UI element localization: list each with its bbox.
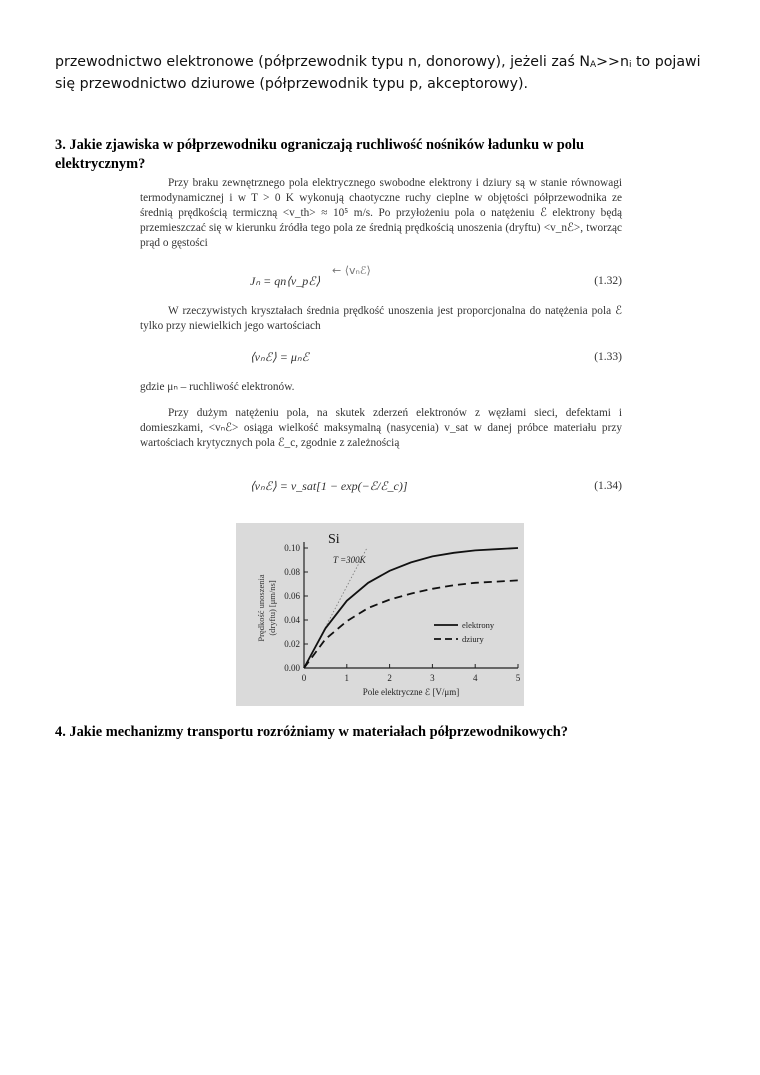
intro-text-a: przewodnictwo elektronowe (półprzewodnik typu n, donorowy), jeżeli zaś N: [55, 54, 590, 70]
x-tick-label: 0: [301, 673, 307, 683]
chart-title: Si: [328, 532, 340, 547]
intro-paragraph: [55, 53, 715, 94]
legend-label-dziury: dziury: [462, 634, 484, 644]
question-3-heading: 3. Jakie zjawiska w półprzewodniku ograniczają ruchliwość nośników ładunku w polu elektrycznym?: [55, 137, 584, 172]
x-tick-label: 2: [387, 673, 392, 683]
x-axis-label: Pole elektryczne ℰ [V/μm]: [362, 687, 460, 697]
y-tick-label: 0.04: [284, 615, 300, 625]
scan-paragraph-2: W rzeczywistych kryształach średnia prędkość unoszenia jest proporcjonalna do natężenia pola ℰ tylko przy niewielkich jego wartościach: [140, 305, 622, 332]
drift-velocity-chart: [236, 523, 524, 706]
equation-formula: Jₙ = qn⟨v_pℰ⟩: [250, 274, 321, 288]
x-tick-label: 3: [430, 673, 435, 683]
intro-text-c: to pojawi: [631, 54, 701, 70]
y-tick-label: 0.10: [284, 543, 300, 553]
scanned-textbook-excerpt: [140, 176, 640, 506]
subscript-a: A: [590, 60, 597, 70]
intro-line-2: się przewodnictwo dziurowe (półprzewodnik typu p, akceptorowy).: [55, 76, 529, 92]
equation-1-34: [140, 471, 622, 493]
equation-number: (1.34): [594, 480, 622, 492]
y-tick-label: 0.08: [284, 567, 300, 577]
equation-number: (1.32): [594, 275, 622, 287]
equation-number: (1.33): [594, 351, 622, 363]
equation-formula: ⟨vₙℰ⟩ = μₙℰ: [250, 350, 309, 364]
question-4-heading: 4. Jakie mechanizmy transportu rozróżniamy w materiałach półprzewodnikowych?: [55, 724, 568, 740]
y-tick-label: 0.06: [284, 591, 300, 601]
equation-1-32: [140, 264, 622, 294]
drift-velocity-figure: [236, 523, 524, 706]
handwritten-note: ← ⟨vₙℰ⟩: [332, 264, 371, 277]
intro-line-1: [55, 53, 715, 75]
subscript-i: i: [628, 60, 632, 70]
scan-paragraph-3: gdzie μₙ – ruchliwość elektronów.: [140, 381, 295, 393]
y-tick-label: 0.02: [284, 639, 300, 649]
equation-formula: ⟨vₙℰ⟩ = v_sat[1 − exp(−ℰ/ℰ_c)]: [250, 479, 408, 493]
scan-paragraph-4: Przy dużym natężeniu pola, na skutek zderzeń elektronów z węzłami sieci, defektami i domieszkami, <vₙℰ> osiąga wielkość maksymalną (nasycenia) v_sat w danej próbce materiału przy wartościach krytycznych pola ℰ_c, zgodnie z zależnością: [140, 407, 622, 449]
series-line-elektrony: [304, 548, 518, 668]
y-axis-label: Prędkość unoszenia(dryftu) [μm/ns]: [256, 574, 277, 642]
legend-label-elektrony: elektrony: [462, 620, 495, 630]
x-tick-label: 4: [472, 673, 478, 683]
x-tick-label: 5: [515, 673, 521, 683]
equation-1-33: [140, 348, 622, 370]
chart-annotation: T =300K: [333, 555, 366, 565]
y-tick-label: 0.00: [284, 663, 300, 673]
x-tick-label: 1: [344, 673, 350, 683]
scan-paragraph-1: Przy braku zewnętrznego pola elektrycznego swobodne elektrony i dziury są w stanie równowagi termodynamicznej i w T > 0 K wykonują chaotyczne ruchy cieplne w objętości półprzewodnika ze średnią prędkością termiczną <v_th> ≈ 10⁵ m/s. Po przyłożeniu pola o natężeniu ℰ elektrony będą przemieszczać się w kierunku źródła tego pola ze średnią prędkością unoszenia (dryftu) <v_nℰ>, tworząc prąd o gęstości: [140, 177, 622, 249]
intro-text-b: >>n: [596, 54, 629, 70]
